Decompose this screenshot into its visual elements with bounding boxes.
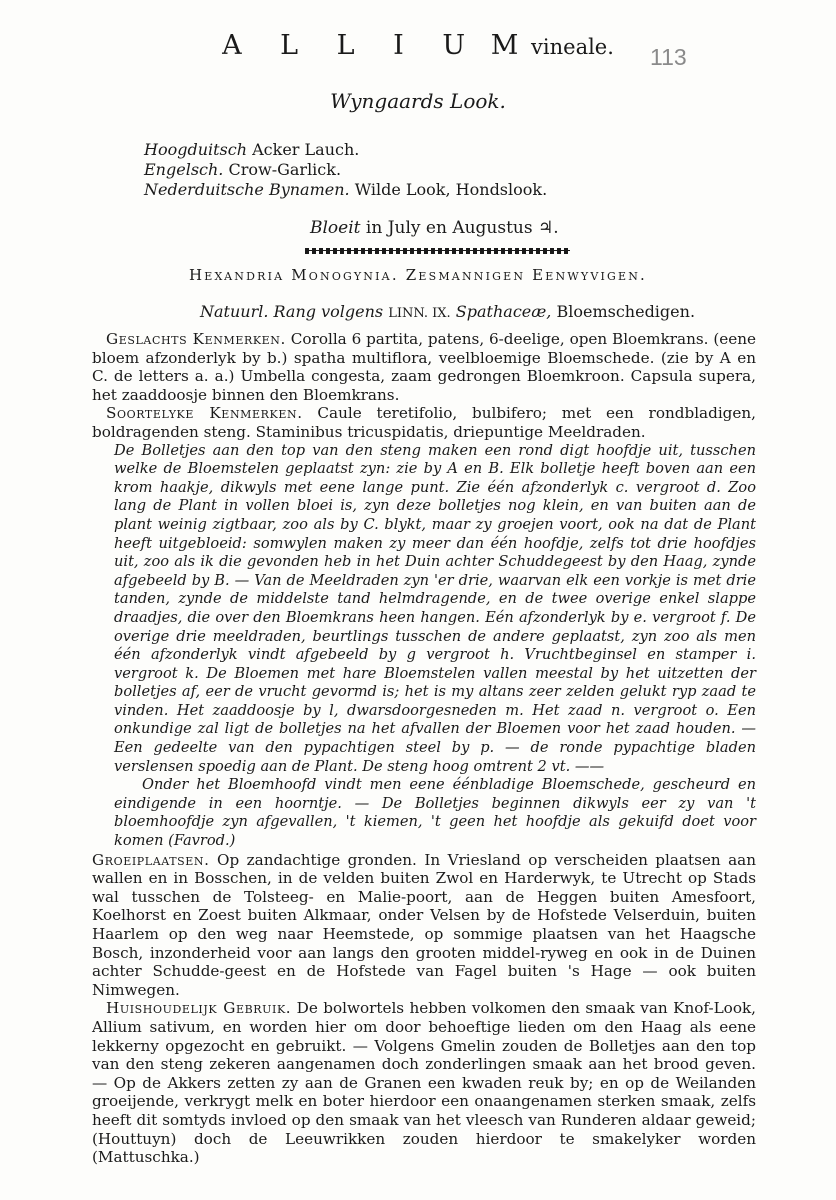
title-m: M [490,30,521,61]
main-text [92,330,756,1167]
bloom-line: Bloeit in July en Augustus ♃. [310,218,559,238]
title-rest: vineale. [531,35,614,59]
soort-paragraph: Soortelyke Kenmerken. Caule teretifolio, bulbifero; met een rondbladigen, boldragenden steng. Staminibus tricuspidatis, driepuntige Meeldraden. [92,404,756,441]
title-caps: A L L I U [222,30,481,61]
common-names [144,140,547,200]
description-note-2: Onder het Bloemhoofd vindt men eene éénbladige Bloemschede, gescheurd en eindigende in een hoorntje. — De Bolletjes beginnen dikwyls eer zy van 't bloemhoofdje zyn afgevallen, 't kiemen, 't geen het hoofdje als gekuifd doet voor komen (Favrod.) [114,776,756,850]
name-line-1: Engelsch. Crow-Garlick. [144,160,342,179]
class-heading: Hexandria Monogynia. Zesmannigen Eenwyvigen. [188,266,648,284]
pencil-page-number: 113 [650,44,687,70]
page-title [0,30,836,61]
name-line-2: Nederduitsche Bynamen. Wilde Look, Hondslook. [144,180,548,199]
description-note: De Bolletjes aan den top van den steng maken een rond digt hoofdje uit, tusschen welke de Bloemstelen geplaatst zyn: zie by A en B. Elk bolletje heeft boven aan een krom haakje, dikwyls met eene lange punt. Zie één afzonderlyk c. vergroot d. Zoo lang de Plant in vollen bloei is, zyn deze bolletjes nog klein, en van buiten aan de plant weinig zigtbaar, zoo als by C. blykt, maar zy groejen voort, ook na dat de Plant heeft uitgebloeid: somwylen maken zy meer dan één hoofdje, zelfs tot drie hoofdjes uit, zoo als ik die gevonden heb in het Duin achter Schuddegeest by den Haag, zynde afgebeeld by B. — Van de Meeldraden zyn 'er drie, waarvan elk een vorkje is met drie tanden, zynde de middelste tand helmdragende, en de twee overige enkel slappe draadjes, die over den Bloemkrans heen hangen. Eén afzonderlyk by e. vergroot f. De overige drie meeldraden, beurtlings tusschen de andere geplaatst, zyn zoo als men één afzonderlyk vindt afgebeeld by g vergroot h. Vruchtbeginsel en stamper i. vergroot k. De Bloemen met hare Bloemstelen vallen meestal by het uitzetten der bolletjes af, eer de vrucht gevormd is; het is my altans zeer zelden gelukt ryp zaad te vinden. Het zaaddoosje by l, dwarsdoorgesneden m. Het zaad n. vergroot o. Een onkundige zal ligt de bolletjes na het afvallen der Bloemen voor het zaad houden. — Een gedeelte van den pypachtigen steel by p. — de ronde pypachtige bladen verslensen spoedig aan de Plant. De steng hoog omtrent 2 vt. —— [114,441,756,775]
geslacht-paragraph: Geslachts Kenmerken. Corolla 6 partita, patens, 6-deelige, open Bloemkrans. (eene bloem afzonderlyk by b.) spatha multiflora, veelbloemige Bloemschede. (zie by A en C. de letters a. a.) Umbella congesta, zaam gedrongen Bloemkroon. Capsula supera, het zaaddoosje binnen den Bloemkrans. [92,330,757,404]
ornament-rule [305,248,570,254]
huis-paragraph: Huishoudelijk Gebruik. De bolwortels hebben volkomen den smaak van Knof-Look, Allium sativum, en worden hier om door behoeftige lieden om den Haag als eene lekkerny opgezocht en gebruikt. — Volgens Gmelin zouden de Bolletjes aan den top van den steng zekeren aangenamen doch zonderlingen smaak aan het brood geven. — Op de Akkers zetten zy aan de Granen een kwaden reuk by; en op de Weilanden groeijende, verkrygt melk en boter hierdoor een onaangenamen sterken smaak, zelfs heeft dit somtyds invloed op den smaak van het vleesch van Runderen aldaar geweid; (Houttuyn) doch de Leeuwrikken zouden hierdoor te smakelyker worden (Mattuschka.) [92,999,756,1167]
page-subtitle: Wyngaards Look. [330,89,506,113]
rang-line: Natuurl. Rang volgens LINN. IX. Spathaceæ, Bloemschedigen. [200,302,696,321]
groei-paragraph: Groeiplaatsen. Op zandachtige gronden. In Vriesland op verscheiden plaatsen aan wallen en in Bosschen, in de velden buiten Zwol en Harderwyk, te Utrecht op Stads wal tusschen de Tolsteeg- en Malie-poort, aan de Heggen buiten Amesfoort, Koelhorst en Zoest buiten Alkmaar, onder Velsen by de Hofstede Velserduin, buiten Haarlem op den weg naar Heemstede, op sommige plaatsen van het Haagsche Bosch, inzonderheid voor aan langs den grooten middel-ryweg en ook in de Duinen achter Schudde-geest en de Hofstede van Fagel buiten 's Hage — ook buiten Nimwegen. [92,850,757,999]
name-line-0: Hoogduitsch Acker Lauch. [144,140,360,159]
